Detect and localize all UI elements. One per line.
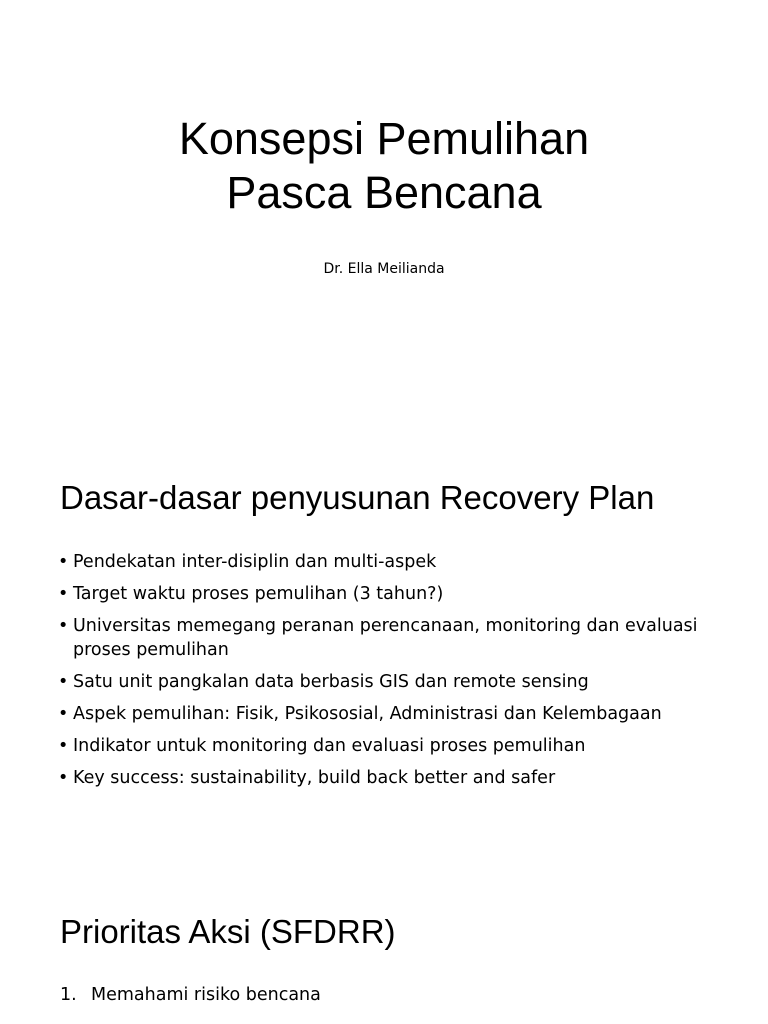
numbered-list	[60, 983, 740, 1011]
list-item-text: Pendekatan inter-disiplin dan multi-aspek	[73, 552, 437, 572]
list-item-text: Key success: sustainability, build back better and safer	[73, 768, 556, 788]
slide-heading: Prioritas Aksi (SFDRR)	[60, 913, 396, 950]
list-item-text: Aspek pemulihan: Fisik, Psikososial, Administrasi dan Kelembagaan	[73, 704, 662, 724]
author-name: Dr. Ella Meilianda	[323, 261, 445, 277]
title-line-1: Konsepsi Pemulihan	[178, 113, 590, 164]
title-slide	[0, 0, 768, 420]
bullet-icon: •	[58, 672, 69, 692]
list-item-text: Memahami risiko bencana	[91, 985, 321, 1005]
list-item-number: 1.	[60, 985, 77, 1005]
bullet-icon: •	[58, 768, 69, 788]
list-item	[58, 582, 718, 606]
slide-heading: Dasar-dasar penyusunan Recovery Plan	[60, 479, 655, 516]
list-item	[58, 702, 718, 726]
bullet-icon: •	[58, 736, 69, 756]
list-item-text: Satu unit pangkalan data berbasis GIS dan remote sensing	[73, 672, 589, 692]
bullet-icon: •	[58, 704, 69, 724]
list-item-text: Universitas memegang peranan perencanaan, monitoring dan evaluasi proses pemulihan	[73, 616, 698, 660]
list-item	[58, 670, 718, 694]
bullet-icon: •	[58, 584, 69, 604]
list-item	[58, 734, 718, 758]
list-item-text: Indikator untuk monitoring dan evaluasi proses pemulihan	[73, 736, 586, 756]
list-item	[58, 550, 718, 574]
recovery-plan-slide	[0, 430, 768, 860]
priority-actions-slide	[0, 870, 768, 1024]
bullet-list	[58, 550, 718, 798]
list-item	[60, 983, 740, 1007]
bullet-icon: •	[58, 552, 69, 572]
presentation-title	[0, 112, 768, 220]
bullet-icon: •	[58, 616, 69, 636]
list-item-text: Target waktu proses pemulihan (3 tahun?)	[73, 584, 444, 604]
title-line-2: Pasca Bencana	[226, 167, 542, 218]
list-item	[58, 766, 718, 790]
list-item	[58, 614, 718, 662]
